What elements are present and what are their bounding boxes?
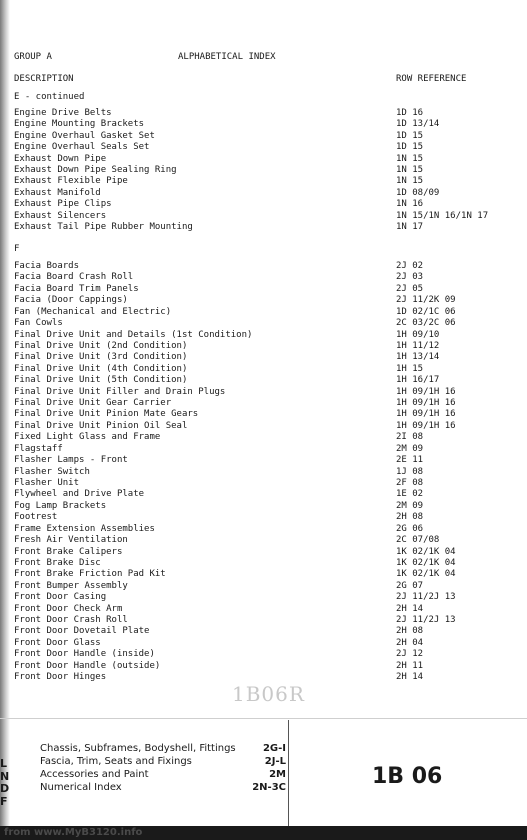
footer-letter: F xyxy=(0,794,8,808)
entry-row-reference: 2E 11 xyxy=(396,455,424,466)
entry-row-reference: 1H 09/1H 16 xyxy=(396,409,456,420)
entry-description: Facia (Door Cappings) xyxy=(14,295,128,306)
entry-row-reference: 1D 15 xyxy=(396,142,424,153)
entry-row-reference: 2H 14 xyxy=(396,672,424,683)
entry-description: Frame Extension Assemblies xyxy=(14,523,155,534)
index-row xyxy=(0,364,527,375)
row-reference-column-header: ROW REFERENCE xyxy=(396,74,467,84)
index-row xyxy=(0,649,527,660)
index-row xyxy=(0,352,527,363)
entry-row-reference: 2F 08 xyxy=(396,477,424,488)
entry-description: Front Door Handle (inside) xyxy=(14,649,155,660)
footer-item-code: 2N-3C xyxy=(252,782,286,793)
entry-row-reference: 1N 15/1N 16/1N 17 xyxy=(396,210,489,221)
entry-description: Engine Overhaul Seals Set xyxy=(14,142,150,153)
index-row xyxy=(0,409,527,420)
entry-description: Engine Drive Belts xyxy=(14,108,112,118)
entry-description: Front Door Handle (outside) xyxy=(14,660,161,671)
index-row xyxy=(0,432,527,443)
index-row xyxy=(0,512,527,523)
index-row xyxy=(0,535,527,546)
index-row xyxy=(0,387,527,398)
entry-row-reference: 2H 08 xyxy=(396,626,424,637)
entry-description: Final Drive Unit Filler and Drain Plugs xyxy=(14,386,226,397)
entry-row-reference: 2G 07 xyxy=(396,580,424,591)
index-row xyxy=(0,222,527,233)
entry-row-reference: 2H 04 xyxy=(396,637,424,648)
entry-row-reference: 1H 11/12 xyxy=(396,340,440,351)
entry-description: Front Brake Friction Pad Kit xyxy=(14,569,166,580)
entry-description: Facia Board Crash Roll xyxy=(14,272,134,283)
entry-description: Front Door Crash Roll xyxy=(14,615,128,626)
entry-description: Flasher Unit xyxy=(14,477,80,488)
footer-letter: D xyxy=(0,782,10,795)
entry-row-reference: 1H 09/1H 16 xyxy=(396,420,456,431)
entry-row-reference: 1D 02/1C 06 xyxy=(396,306,456,317)
footer-divider xyxy=(0,718,527,719)
index-row xyxy=(0,307,527,318)
footer-contents-list xyxy=(40,742,290,794)
index-row xyxy=(0,176,527,187)
entry-description: Flagstaff xyxy=(14,443,63,454)
entry-description: Facia Boards xyxy=(14,261,80,271)
entry-description: Final Drive Unit Gear Carrier xyxy=(14,398,172,409)
entry-description: Fog Lamp Brackets xyxy=(14,500,107,511)
entry-description: Final Drive Unit Pinion Mate Gears xyxy=(14,409,199,420)
index-title: ALPHABETICAL INDEX xyxy=(178,52,276,62)
entry-row-reference: 2J 11/2J 13 xyxy=(396,615,456,626)
source-watermark: from www.MyB3120.info xyxy=(4,827,143,838)
index-row xyxy=(0,421,527,432)
index-row xyxy=(0,375,527,386)
index-row xyxy=(0,478,527,489)
entry-row-reference: 1N 15 xyxy=(396,176,424,187)
entry-row-reference: 1D 16 xyxy=(396,108,424,118)
footer-item-code: 2M xyxy=(269,769,286,780)
entry-row-reference: 2I 08 xyxy=(396,432,424,443)
entry-row-reference: 2H 11 xyxy=(396,660,424,671)
index-row xyxy=(0,398,527,409)
index-row xyxy=(0,524,527,535)
footer-item xyxy=(40,768,290,781)
footer-item-code: 2J-L xyxy=(264,756,286,767)
footer-item-label: Chassis, Subframes, Bodyshell, Fittings xyxy=(40,743,236,754)
entry-description: Exhaust Pipe Clips xyxy=(14,199,112,210)
group-label: GROUP A xyxy=(14,52,52,62)
entry-description: Final Drive Unit (4th Condition) xyxy=(14,363,188,374)
page-number: 1B 06 xyxy=(372,764,443,789)
footer-item xyxy=(40,742,290,755)
footer-item xyxy=(40,755,290,768)
index-row xyxy=(0,154,527,165)
entry-description: Flasher Lamps - Front xyxy=(14,455,128,466)
index-row xyxy=(0,199,527,210)
footer-letter: N xyxy=(0,769,10,783)
index-row xyxy=(0,119,527,130)
footer-section-letters xyxy=(0,758,9,808)
entry-row-reference: 1K 02/1K 04 xyxy=(396,557,456,568)
entry-row-reference: 1H 09/10 xyxy=(396,329,440,340)
entry-row-reference: 1H 15 xyxy=(396,363,424,374)
entry-description: Front Door Glass xyxy=(14,637,101,648)
index-row xyxy=(0,569,527,580)
entry-description: Exhaust Silencers xyxy=(14,210,107,221)
entry-description: Fixed Light Glass and Frame xyxy=(14,432,161,443)
index-row xyxy=(0,318,527,329)
entry-row-reference: 1N 15 xyxy=(396,165,424,175)
index-row xyxy=(0,547,527,558)
handwritten-note: 1B06R xyxy=(232,682,305,706)
entry-row-reference: 1H 09/1H 16 xyxy=(396,386,456,397)
index-row xyxy=(0,661,527,672)
entry-row-reference: 2J 11/2K 09 xyxy=(396,295,456,306)
entry-row-reference: 1H 16/17 xyxy=(396,375,440,386)
entry-description: Exhaust Tail Pipe Rubber Mounting xyxy=(14,222,193,232)
footer-item-code: 2G-I xyxy=(262,743,286,754)
index-row xyxy=(0,581,527,592)
entry-description: Exhaust Down Pipe Sealing Ring xyxy=(14,165,177,175)
entry-row-reference: 1N 17 xyxy=(396,222,424,232)
entry-row-reference: 2H 08 xyxy=(396,512,424,523)
entry-description: Final Drive Unit (3rd Condition) xyxy=(14,352,188,363)
section-e-continued-label: E - continued xyxy=(14,92,85,102)
entry-row-reference: 1K 02/1K 04 xyxy=(396,546,456,557)
index-row xyxy=(0,638,527,649)
entry-row-reference: 1D 13/14 xyxy=(396,119,440,130)
entry-row-reference: 2G 06 xyxy=(396,523,424,534)
entry-description: Final Drive Unit (5th Condition) xyxy=(14,375,188,386)
entry-description: Front Bumper Assembly xyxy=(14,580,128,591)
index-row xyxy=(0,341,527,352)
index-row xyxy=(0,165,527,176)
entry-row-reference: 1D 08/09 xyxy=(396,187,440,198)
index-row xyxy=(0,131,527,142)
index-row xyxy=(0,444,527,455)
entry-row-reference: 2J 02 xyxy=(396,261,424,271)
index-row xyxy=(0,295,527,306)
entry-description: Front Brake Calipers xyxy=(14,546,123,557)
index-row xyxy=(0,467,527,478)
entry-row-reference: 1D 15 xyxy=(396,130,424,141)
entry-row-reference: 1N 15 xyxy=(396,153,424,164)
entry-row-reference: 1J 08 xyxy=(396,466,424,477)
entry-description: Engine Mounting Brackets xyxy=(14,119,145,130)
index-row xyxy=(0,455,527,466)
index-row xyxy=(0,501,527,512)
index-row xyxy=(0,626,527,637)
entry-row-reference: 2C 03/2C 06 xyxy=(396,318,456,329)
index-row xyxy=(0,330,527,341)
entry-row-reference: 2J 12 xyxy=(396,649,424,660)
entry-row-reference: 2J 03 xyxy=(396,272,424,283)
entry-description: Engine Overhaul Gasket Set xyxy=(14,130,155,141)
entry-description: Facia Board Trim Panels xyxy=(14,283,139,294)
section-f-label: F xyxy=(14,244,20,254)
index-row xyxy=(0,211,527,222)
description-column-header: DESCRIPTION xyxy=(14,74,74,84)
footer-letter: L xyxy=(0,757,8,770)
entry-description: Front Door Check Arm xyxy=(14,603,123,614)
entry-description: Final Drive Unit (2nd Condition) xyxy=(14,340,188,351)
entry-description: Fan Cowls xyxy=(14,318,63,329)
entry-description: Footrest xyxy=(14,512,58,523)
index-row xyxy=(0,108,527,119)
entry-row-reference: 1N 16 xyxy=(396,199,424,210)
entry-description: Exhaust Down Pipe xyxy=(14,153,107,164)
index-row xyxy=(0,188,527,199)
entry-description: Front Brake Disc xyxy=(14,557,101,568)
index-row xyxy=(0,284,527,295)
entry-description: Front Door Hinges xyxy=(14,672,107,683)
entry-row-reference: 1H 09/1H 16 xyxy=(396,398,456,409)
entry-description: Final Drive Unit and Details (1st Condition) xyxy=(14,329,253,340)
entry-row-reference: 2J 05 xyxy=(396,283,424,294)
entry-row-reference: 2M 09 xyxy=(396,500,424,511)
entry-description: Final Drive Unit Pinion Oil Seal xyxy=(14,420,188,431)
index-row xyxy=(0,558,527,569)
footer-item-label: Numerical Index xyxy=(40,782,122,793)
entry-description: Exhaust Manifold xyxy=(14,187,101,198)
index-row xyxy=(0,615,527,626)
index-row xyxy=(0,592,527,603)
entry-description: Front Door Dovetail Plate xyxy=(14,626,150,637)
entry-description: Front Door Casing xyxy=(14,592,107,603)
index-row xyxy=(0,142,527,153)
entry-row-reference: 1H 13/14 xyxy=(396,352,440,363)
entry-description: Fan (Mechanical and Electric) xyxy=(14,306,172,317)
footer-item-label: Fascia, Trim, Seats and Fixings xyxy=(40,756,192,767)
entry-row-reference: 2H 14 xyxy=(396,603,424,614)
footer-item-label: Accessories and Paint xyxy=(40,769,149,780)
entry-description: Flasher Switch xyxy=(14,466,90,477)
index-row xyxy=(0,489,527,500)
entry-row-reference: 2C 07/08 xyxy=(396,535,440,546)
entry-row-reference: 2M 09 xyxy=(396,443,424,454)
entry-description: Fresh Air Ventilation xyxy=(14,535,128,546)
index-row xyxy=(0,261,527,272)
index-row xyxy=(0,604,527,615)
entry-row-reference: 1E 02 xyxy=(396,489,424,500)
entry-row-reference: 1K 02/1K 04 xyxy=(396,569,456,580)
entry-description: Exhaust Flexible Pipe xyxy=(14,176,128,187)
index-row xyxy=(0,272,527,283)
footer-item xyxy=(40,781,290,794)
entry-description: Flywheel and Drive Plate xyxy=(14,489,145,500)
entry-row-reference: 2J 11/2J 13 xyxy=(396,592,456,603)
